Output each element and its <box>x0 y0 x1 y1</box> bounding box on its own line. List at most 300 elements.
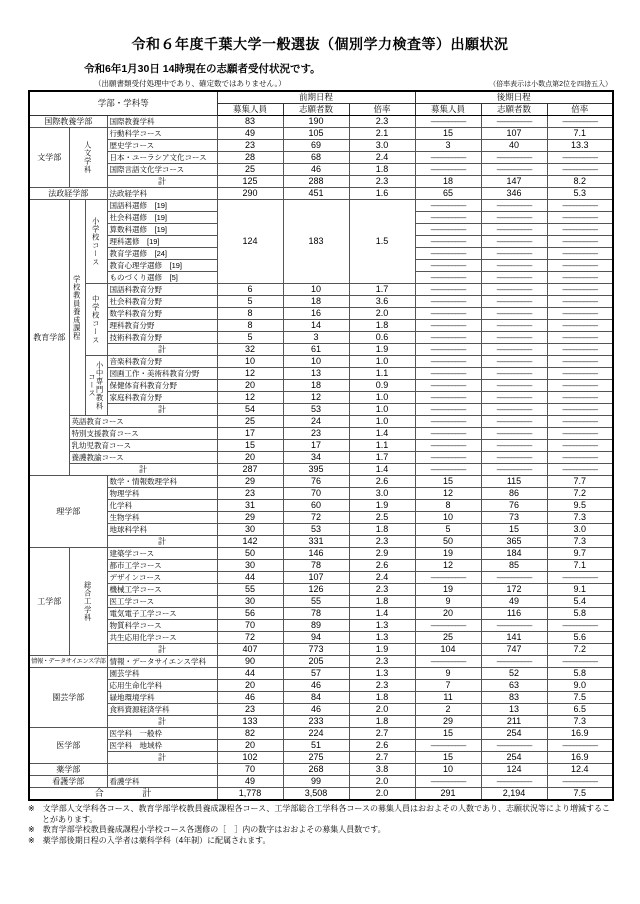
department-cell: 国語科教育分野 <box>107 284 217 296</box>
no-data-cell: –––––––––– <box>481 248 547 260</box>
value-cell: 5.8 <box>547 668 613 680</box>
value-cell: 7.1 <box>547 560 613 572</box>
value-cell: 54 <box>217 404 283 416</box>
table-row <box>29 128 613 140</box>
no-data-cell: –––––––––– <box>481 272 547 284</box>
value-cell: 73 <box>481 512 547 524</box>
processing-note: （出願書類受付処理中であり、確定数ではありません。） <box>94 79 286 88</box>
no-data-cell: –––––––––– <box>481 656 547 668</box>
faculty-cell: 薬学部 <box>29 764 107 776</box>
no-data-cell: –––––––––– <box>547 308 613 320</box>
value-cell: 14 <box>283 320 349 332</box>
faculty-cell: 理学部 <box>29 476 107 548</box>
value-cell: 7.5 <box>547 788 613 801</box>
no-data-cell: –––––––––– <box>415 152 481 164</box>
value-cell: 346 <box>481 188 547 200</box>
department-cell: 理科教育分野 <box>107 320 217 332</box>
no-data-cell: –––––––––– <box>481 404 547 416</box>
value-cell: 13 <box>283 368 349 380</box>
value-cell: 1.4 <box>349 428 415 440</box>
department-cell: 電気電子工学コース <box>107 608 217 620</box>
value-cell: 20 <box>217 380 283 392</box>
value-cell: 2.3 <box>349 116 415 128</box>
value-cell: 147 <box>481 176 547 188</box>
grand-total-label-cell: 合 計 <box>29 788 217 801</box>
no-data-cell: –––––––––– <box>415 368 481 380</box>
value-cell: 1.8 <box>349 320 415 332</box>
value-cell: 2.6 <box>349 560 415 572</box>
value-cell: 19 <box>415 548 481 560</box>
table-row <box>29 176 613 188</box>
no-data-cell: –––––––––– <box>547 368 613 380</box>
no-data-cell: –––––––––– <box>415 392 481 404</box>
no-data-cell: –––––––––– <box>415 404 481 416</box>
faculty-cell: 文学部 <box>29 128 69 188</box>
no-data-cell: –––––––––– <box>415 284 481 296</box>
table-row <box>29 764 613 776</box>
department-cell: 教育学選修 [24] <box>107 248 217 260</box>
value-cell: 18 <box>283 380 349 392</box>
value-cell: 172 <box>481 584 547 596</box>
table-row <box>29 788 613 801</box>
value-cell: 8 <box>217 308 283 320</box>
table-row <box>29 416 613 428</box>
value-cell: 9.0 <box>547 680 613 692</box>
no-data-cell: –––––––––– <box>547 248 613 260</box>
no-data-cell: –––––––––– <box>547 392 613 404</box>
no-data-cell: –––––––––– <box>415 332 481 344</box>
value-cell: 3.0 <box>349 488 415 500</box>
value-cell: 1.7 <box>349 452 415 464</box>
value-cell: 1.3 <box>349 668 415 680</box>
value-cell: 29 <box>415 716 481 728</box>
department-cell: 養護教諭コース <box>69 452 217 464</box>
no-data-cell: –––––––––– <box>481 464 547 476</box>
table-row <box>29 380 613 392</box>
table-row <box>29 188 613 200</box>
value-cell: 72 <box>283 512 349 524</box>
value-cell: 1.4 <box>349 608 415 620</box>
value-cell: 7 <box>415 680 481 692</box>
table-row <box>29 344 613 356</box>
department-cell: 地球科学科 <box>107 524 217 536</box>
department-cell: 乳幼児教育コース <box>69 440 217 452</box>
value-cell: 2.1 <box>349 128 415 140</box>
value-cell: 1,778 <box>217 788 283 801</box>
total-label-cell: 計 <box>107 404 217 416</box>
value-cell: 6.5 <box>547 704 613 716</box>
table-row <box>29 572 613 584</box>
value-cell: 1.8 <box>349 692 415 704</box>
value-cell: 16.9 <box>547 728 613 740</box>
department-cell: 医工学コース <box>107 596 217 608</box>
value-cell: 205 <box>283 656 349 668</box>
value-cell: 69 <box>283 140 349 152</box>
value-cell: 65 <box>415 188 481 200</box>
no-data-cell: –––––––––– <box>481 776 547 788</box>
no-data-cell: –––––––––– <box>415 656 481 668</box>
no-data-cell: –––––––––– <box>481 344 547 356</box>
value-cell: 63 <box>481 680 547 692</box>
value-cell: 268 <box>283 764 349 776</box>
no-data-cell: –––––––––– <box>481 164 547 176</box>
table-row <box>29 776 613 788</box>
value-cell: 1.8 <box>349 596 415 608</box>
value-cell: 32 <box>217 344 283 356</box>
value-cell: 1.1 <box>349 368 415 380</box>
value-cell: 49 <box>217 776 283 788</box>
value-cell: 2.3 <box>349 536 415 548</box>
table-row <box>29 500 613 512</box>
course-group-cell: 小学校コース <box>85 200 107 284</box>
no-data-cell: –––––––––– <box>415 248 481 260</box>
value-cell: 7.2 <box>547 488 613 500</box>
value-cell: 0.6 <box>349 332 415 344</box>
value-cell: 1.8 <box>349 164 415 176</box>
value-cell: 1.4 <box>349 464 415 476</box>
no-data-cell: –––––––––– <box>547 416 613 428</box>
value-cell: 78 <box>283 560 349 572</box>
value-cell: 72 <box>217 632 283 644</box>
department-cell: 共生応用化学コース <box>107 632 217 644</box>
table-row <box>29 476 613 488</box>
department-cell: 数学科教育分野 <box>107 308 217 320</box>
value-cell: 30 <box>217 524 283 536</box>
department-cell: 情報・データサイエンス学科 <box>107 656 217 668</box>
no-data-cell: –––––––––– <box>415 452 481 464</box>
value-cell: 2.9 <box>349 548 415 560</box>
value-cell: 183 <box>283 200 349 284</box>
value-cell: 20 <box>217 740 283 752</box>
application-status-table <box>28 90 614 801</box>
value-cell: 46 <box>283 680 349 692</box>
no-data-cell: –––––––––– <box>481 260 547 272</box>
value-cell: 12 <box>415 488 481 500</box>
value-cell: 5 <box>415 524 481 536</box>
value-cell: 1.7 <box>349 284 415 296</box>
value-cell: 19 <box>415 584 481 596</box>
value-cell: 1.8 <box>349 716 415 728</box>
total-label-cell: 計 <box>107 752 217 764</box>
value-cell: 7.5 <box>547 692 613 704</box>
value-cell: 30 <box>217 596 283 608</box>
value-cell: 7.7 <box>547 476 613 488</box>
value-cell: 115 <box>481 476 547 488</box>
department-cell <box>107 764 217 776</box>
value-cell: 51 <box>283 740 349 752</box>
value-cell: 90 <box>217 656 283 668</box>
total-label-cell: 計 <box>107 344 217 356</box>
no-data-cell: –––––––––– <box>547 296 613 308</box>
value-cell: 7.3 <box>547 512 613 524</box>
header-applicants: 志願者数 <box>283 104 349 116</box>
value-cell: 2.6 <box>349 476 415 488</box>
value-cell: 107 <box>481 128 547 140</box>
value-cell: 13 <box>481 704 547 716</box>
value-cell: 2.0 <box>349 704 415 716</box>
table-row <box>29 728 613 740</box>
value-cell: 9 <box>415 668 481 680</box>
value-cell: 288 <box>283 176 349 188</box>
table-row <box>29 524 613 536</box>
value-cell: 395 <box>283 464 349 476</box>
department-cell: ものづくり選修 [5] <box>107 272 217 284</box>
value-cell: 31 <box>217 500 283 512</box>
no-data-cell: –––––––––– <box>547 284 613 296</box>
value-cell: 747 <box>481 644 547 656</box>
department-cell: 法政経学科 <box>107 188 217 200</box>
table-row <box>29 560 613 572</box>
no-data-cell: –––––––––– <box>547 332 613 344</box>
no-data-cell: –––––––––– <box>415 344 481 356</box>
no-data-cell: –––––––––– <box>415 380 481 392</box>
value-cell: 9.1 <box>547 584 613 596</box>
value-cell: 20 <box>415 608 481 620</box>
value-cell: 5 <box>217 332 283 344</box>
value-cell: 44 <box>217 668 283 680</box>
table-row <box>29 584 613 596</box>
value-cell: 1.0 <box>349 404 415 416</box>
value-cell: 2.3 <box>349 656 415 668</box>
value-cell: 23 <box>217 488 283 500</box>
value-cell: 2.7 <box>349 752 415 764</box>
value-cell: 49 <box>217 128 283 140</box>
table-row <box>29 296 613 308</box>
value-cell: 9 <box>415 596 481 608</box>
department-cell: 国語科選修 [19] <box>107 200 217 212</box>
department-cell: 社会科教育分野 <box>107 296 217 308</box>
no-data-cell: –––––––––– <box>481 740 547 752</box>
value-cell: 254 <box>481 752 547 764</box>
no-data-cell: –––––––––– <box>481 380 547 392</box>
department-cell: 建築学コース <box>107 548 217 560</box>
no-data-cell: –––––––––– <box>415 464 481 476</box>
value-cell: 124 <box>217 200 283 284</box>
value-cell: 15 <box>415 752 481 764</box>
department-cell: 日本・ユーラシア文化コース <box>107 152 217 164</box>
value-cell: 2.0 <box>349 308 415 320</box>
header-first-term: 前期日程 <box>217 91 415 104</box>
value-cell: 7.2 <box>547 644 613 656</box>
no-data-cell: –––––––––– <box>481 368 547 380</box>
value-cell: 70 <box>217 764 283 776</box>
value-cell: 2.4 <box>349 572 415 584</box>
value-cell: 99 <box>283 776 349 788</box>
value-cell: 2.3 <box>349 680 415 692</box>
table-row <box>29 140 613 152</box>
table-row <box>29 752 613 764</box>
value-cell: 34 <box>283 452 349 464</box>
no-data-cell: –––––––––– <box>481 296 547 308</box>
value-cell: 126 <box>283 584 349 596</box>
value-cell: 10 <box>415 512 481 524</box>
department-cell: 行動科学コース <box>107 128 217 140</box>
department-cell: 算数科選修 [19] <box>107 224 217 236</box>
department-cell: 応用生命化学科 <box>107 680 217 692</box>
header-ratio: 倍率 <box>547 104 613 116</box>
value-cell: 60 <box>283 500 349 512</box>
footnote: ※ 薬学部後期日程の入学者は薬科学科（4年制）に配属されます。 <box>28 835 271 845</box>
header-applicants: 志願者数 <box>481 104 547 116</box>
value-cell: 2.7 <box>349 728 415 740</box>
no-data-cell: –––––––––– <box>547 236 613 248</box>
no-data-cell: –––––––––– <box>481 452 547 464</box>
value-cell: 5.4 <box>547 596 613 608</box>
table-row <box>29 440 613 452</box>
value-cell: 10 <box>217 356 283 368</box>
no-data-cell: –––––––––– <box>547 224 613 236</box>
table-row <box>29 548 613 560</box>
value-cell: 50 <box>217 548 283 560</box>
total-label-cell: 計 <box>107 644 217 656</box>
rounding-note: （倍率表示は小数点第2位を四捨五入） <box>489 81 612 88</box>
no-data-cell: –––––––––– <box>547 212 613 224</box>
no-data-cell: –––––––––– <box>415 212 481 224</box>
value-cell: 76 <box>481 500 547 512</box>
no-data-cell: –––––––––– <box>547 152 613 164</box>
faculty-cell: 情報・データサイエンス学部 <box>29 656 107 668</box>
value-cell: 25 <box>217 164 283 176</box>
department-cell: 国際教養学科 <box>107 116 217 128</box>
value-cell: 12 <box>217 368 283 380</box>
value-cell: 30 <box>217 560 283 572</box>
department-cell: 物質科学コース <box>107 620 217 632</box>
faculty-cell: 工学部 <box>29 548 69 656</box>
value-cell: 2.6 <box>349 740 415 752</box>
no-data-cell: –––––––––– <box>547 164 613 176</box>
no-data-cell: –––––––––– <box>481 392 547 404</box>
value-cell: 15 <box>415 128 481 140</box>
table-row <box>29 452 613 464</box>
table-row <box>29 404 613 416</box>
value-cell: 190 <box>283 116 349 128</box>
department-cell: 化学科 <box>107 500 217 512</box>
value-cell: 18 <box>415 176 481 188</box>
value-cell: 78 <box>283 608 349 620</box>
total-label-cell: 計 <box>107 716 217 728</box>
value-cell: 1.3 <box>349 620 415 632</box>
no-data-cell: –––––––––– <box>547 320 613 332</box>
value-cell: 49 <box>481 596 547 608</box>
value-cell: 102 <box>217 752 283 764</box>
value-cell: 1.9 <box>349 500 415 512</box>
department-cell: 図画工作・美術科教育分野 <box>107 368 217 380</box>
header-ratio: 倍率 <box>349 104 415 116</box>
value-cell: 76 <box>283 476 349 488</box>
no-data-cell: –––––––––– <box>547 200 613 212</box>
no-data-cell: –––––––––– <box>481 152 547 164</box>
value-cell: 15 <box>415 728 481 740</box>
value-cell: 1.6 <box>349 188 415 200</box>
no-data-cell: –––––––––– <box>481 236 547 248</box>
value-cell: 56 <box>217 608 283 620</box>
value-cell: 3.6 <box>349 296 415 308</box>
no-data-cell: –––––––––– <box>415 200 481 212</box>
table-row <box>29 704 613 716</box>
value-cell: 15 <box>481 524 547 536</box>
table-row <box>29 536 613 548</box>
value-cell: 2.0 <box>349 776 415 788</box>
value-cell: 8.2 <box>547 176 613 188</box>
no-data-cell: –––––––––– <box>415 320 481 332</box>
no-data-cell: –––––––––– <box>547 380 613 392</box>
value-cell: 44 <box>217 572 283 584</box>
value-cell: 2.5 <box>349 512 415 524</box>
value-cell: 20 <box>217 680 283 692</box>
no-data-cell: –––––––––– <box>415 620 481 632</box>
value-cell: 55 <box>283 596 349 608</box>
total-label-cell: 計 <box>107 176 217 188</box>
value-cell: 85 <box>481 560 547 572</box>
value-cell: 107 <box>283 572 349 584</box>
value-cell: 57 <box>283 668 349 680</box>
no-data-cell: –––––––––– <box>547 656 613 668</box>
value-cell: 2,194 <box>481 788 547 801</box>
no-data-cell: –––––––––– <box>415 416 481 428</box>
no-data-cell: –––––––––– <box>547 272 613 284</box>
value-cell: 20 <box>217 452 283 464</box>
department-cell: 医学科 一般枠 <box>107 728 217 740</box>
no-data-cell: –––––––––– <box>415 296 481 308</box>
no-data-cell: –––––––––– <box>547 464 613 476</box>
no-data-cell: –––––––––– <box>481 284 547 296</box>
value-cell: 224 <box>283 728 349 740</box>
table-row <box>29 512 613 524</box>
no-data-cell: –––––––––– <box>547 116 613 128</box>
value-cell: 3.0 <box>349 140 415 152</box>
no-data-cell: –––––––––– <box>547 428 613 440</box>
value-cell: 2.3 <box>349 584 415 596</box>
table-row <box>29 488 613 500</box>
faculty-cell: 園芸学部 <box>29 668 107 728</box>
faculty-cell: 看護学部 <box>29 776 107 788</box>
value-cell: 125 <box>217 176 283 188</box>
faculty-cell: 法政経学部 <box>29 188 107 200</box>
no-data-cell: –––––––––– <box>547 572 613 584</box>
table-row <box>29 320 613 332</box>
department-cell: 国際言語文化学コース <box>107 164 217 176</box>
value-cell: 25 <box>217 416 283 428</box>
value-cell: 5.6 <box>547 632 613 644</box>
table-row <box>29 620 613 632</box>
header-quota: 募集人員 <box>217 104 283 116</box>
department-cell: 技術科教育分野 <box>107 332 217 344</box>
table-row <box>29 608 613 620</box>
no-data-cell: –––––––––– <box>481 224 547 236</box>
value-cell: 40 <box>481 140 547 152</box>
value-cell: 146 <box>283 548 349 560</box>
value-cell: 15 <box>217 440 283 452</box>
no-data-cell: –––––––––– <box>547 344 613 356</box>
value-cell: 89 <box>283 620 349 632</box>
value-cell: 116 <box>481 608 547 620</box>
value-cell: 5.3 <box>547 188 613 200</box>
value-cell: 6 <box>217 284 283 296</box>
value-cell: 12 <box>283 392 349 404</box>
table-row <box>29 428 613 440</box>
no-data-cell: –––––––––– <box>415 776 481 788</box>
value-cell: 94 <box>283 632 349 644</box>
department-cell: 看護学科 <box>107 776 217 788</box>
total-label-cell: 計 <box>69 464 217 476</box>
table-row <box>29 668 613 680</box>
value-cell: 50 <box>415 536 481 548</box>
value-cell: 2.4 <box>349 152 415 164</box>
faculty-cell: 国際教養学部 <box>29 116 107 128</box>
table-row <box>29 392 613 404</box>
table-row <box>29 644 613 656</box>
course-group-cell: 総合工学科 <box>69 548 107 656</box>
